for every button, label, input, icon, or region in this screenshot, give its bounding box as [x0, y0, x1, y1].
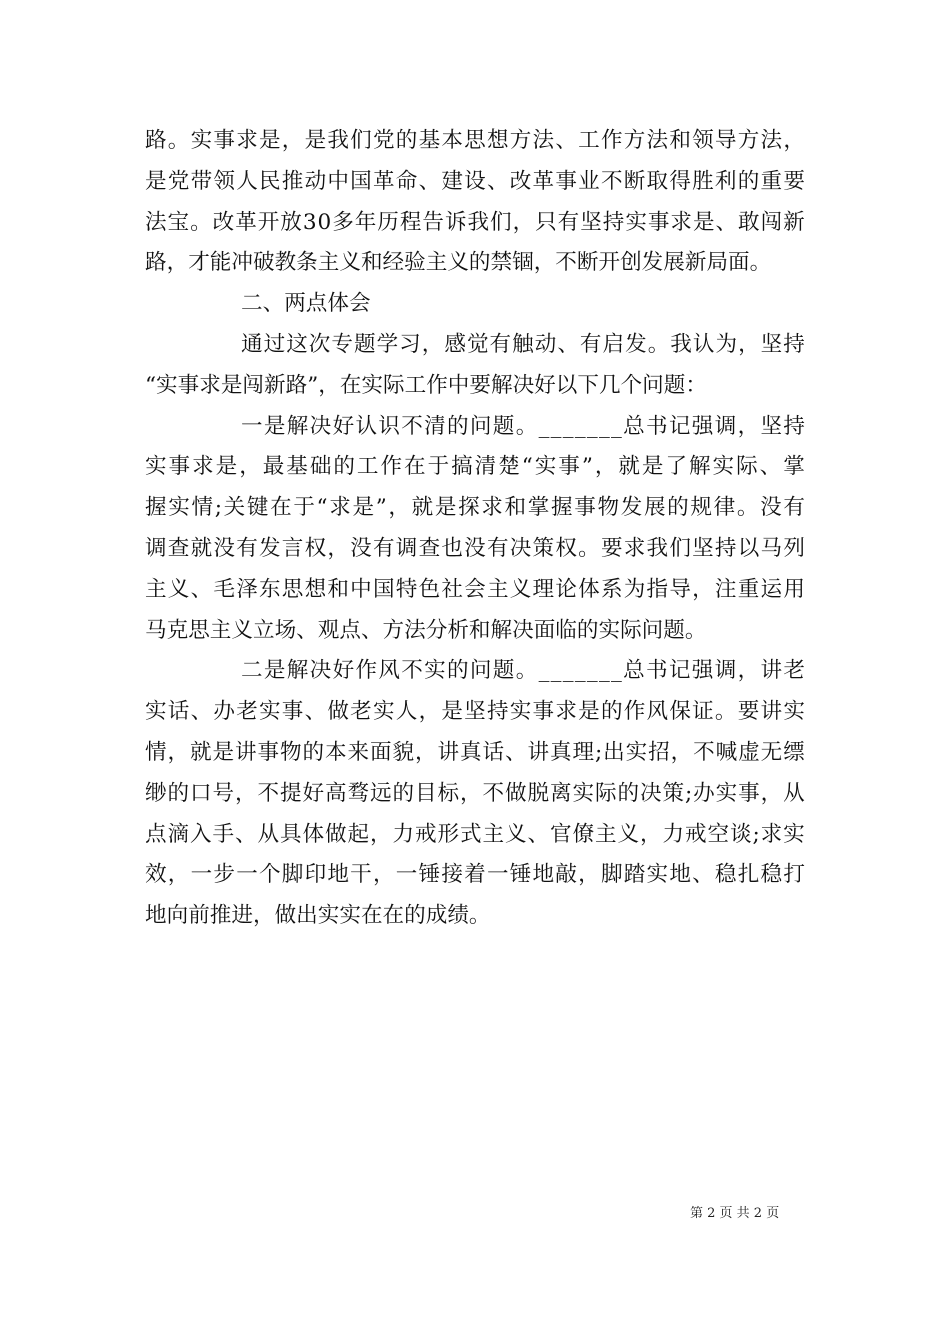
text-line: 实 事 求 是 ， 最 基 础 的 工 作 在 于 搞 清 楚 “ 实 事 ” ， 就 是 了 解 实 际 、 掌: [145, 454, 805, 480]
text-line: 二 是 解 决 好 作 风 不 实 的 问 题 。 _ _ _ _ _ _ _ 总 书 记 强 调 ， 讲 老: [241, 658, 805, 684]
text-line: 马克思主义立场、观点、方法分析和解决面临的实际问题。: [145, 617, 707, 643]
text-line: 通 过 这 次 专 题 学 习 ， 感 觉 有 触 动 、 有 启 发 。 我 认 为 ， 坚 持: [241, 331, 805, 357]
text-line: 实 话 、 办 老 实 事 、 做 老 实 人 ， 是 坚 持 实 事 求 是 的 作 风 保 证 。 要 讲 实: [145, 699, 805, 725]
text-line: 路，才能冲破教条主义和经验主义的禁锢，不断开创发展新局面。: [145, 250, 772, 276]
section-heading: 二、两点体会: [241, 291, 371, 317]
text-line: 点 滴 入 手 、 从 具 体 做 起 ， 力 戒 形 式 主 义 、 官 僚 主 义 ， 力 戒 空 谈 ; 求 实: [145, 821, 805, 847]
text-line: 主 义 、 毛 泽 东 思 想 和 中 国 特 色 社 会 主 义 理 论 体 系 为 指 导 ， 注 重 运 用: [145, 576, 805, 602]
text-line: “实事求是闯新路”，在实际工作中要解决好以下几个问题：: [145, 372, 707, 398]
text-line: 效 ， 一 步 一 个 脚 印 地 干 ， 一 锤 接 着 一 锤 地 敲 ， 脚 踏 实 地 、 稳 扎 稳 打: [145, 862, 805, 888]
text-line: 情 ， 就 是 讲 事 物 的 本 来 面 貌 ， 讲 真 话 、 讲 真 理 ; 出 实 招 ， 不 喊 虚 无 缥: [145, 739, 805, 765]
text-line: 握 实 情 ; 关 键 在 于 “ 求 是 ” ， 就 是 探 求 和 掌 握 事 物 发 展 的 规 律 。 没 有: [145, 495, 805, 521]
text-line: 法 宝 。 改 革 开 放 3 0 多 年 历 程 告 诉 我 们 ， 只 有 坚 持 实 事 求 是 、 敢 闯 新: [145, 209, 805, 235]
text-line: 调 查 就 没 有 发 言 权 ， 没 有 调 查 也 没 有 决 策 权 。 要 求 我 们 坚 持 以 马 列: [145, 535, 805, 561]
text-line: 地向前推进，做出实实在在的成绩。: [145, 903, 491, 929]
text-line: 缈 的 口 号 ， 不 提 好 高 骛 远 的 目 标 ， 不 做 脱 离 实 际 的 决 策 ; 办 实 事 ， 从: [145, 780, 805, 806]
body-text: [145, 121, 805, 937]
text-line: 路 。 实 事 求 是 ， 是 我 们 党 的 基 本 思 想 方 法 、 工 作 方 法 和 领 导 方 法 ，: [145, 128, 805, 153]
text-line: 一 是 解 决 好 认 识 不 清 的 问 题 。 _ _ _ _ _ _ _ 总 书 记 强 调 ， 坚 持: [241, 413, 805, 439]
page-number-footer: 第 2 页 共 2 页: [690, 1206, 780, 1221]
text-line: 是 党 带 领 人 民 推 动 中 国 革 命 、 建 设 、 改 革 事 业 不 断 取 得 胜 利 的 重 要: [145, 168, 805, 194]
